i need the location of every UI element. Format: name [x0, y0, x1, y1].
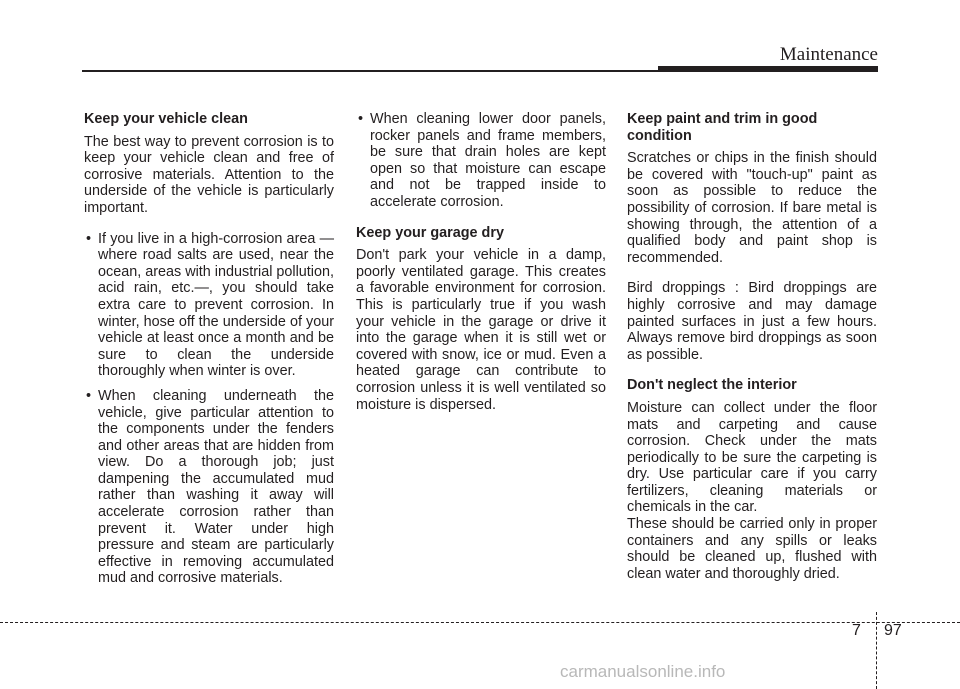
paragraph-interior: Moisture can collect under the floor mats and carpeting and cause corrosion. Check under the mats periodically to be sure the carpeting is dry. Use particular care if you carry fertilizers, cleaning materials or chemicals in the car.: [627, 399, 877, 516]
bullet-item: • When cleaning underneath the vehicle, give particular attention to the components under the fenders and other areas that are hidden from view. Do a thorough job; just dampening the accumulated mud rather than washing it away will accelerate corrosion rather than prevent it. Water under high pressure and steam are particularly effective in removing accumulated mud and corrosive materials.: [84, 388, 334, 587]
section-title: Maintenance: [779, 44, 878, 65]
column-3: [627, 111, 877, 596]
bullet-list-1: [84, 231, 334, 587]
watermark-link[interactable]: carmanualsonline.info: [560, 662, 726, 681]
paragraph-garage: Don't park your vehicle in a damp, poorly ventilated garage. This creates a favorable environment for corrosion. This is particularly true if you wash your vehicle in the garage or drive it into the garage when it is still wet or covered with snow, ice or mud. Even a heated garage can contribute to corrosion unless it is well ventilated so moisture is dispersed.: [356, 247, 606, 413]
bullet-list-2: [356, 111, 606, 211]
paragraph-intro: The best way to prevent corrosion is to keep your vehicle clean and free of corrosive materials. Attention to the underside of the vehicle is particularly important.: [84, 133, 334, 216]
paragraph-paint: Scratches or chips in the finish should be covered with "touch-up" paint as soon as possible to reduce the possibility of corrosion. If bare metal is showing through, the attention of a qualified body and paint shop is recommended.: [627, 150, 877, 266]
footer-divider: [876, 612, 877, 689]
paragraph-bird-droppings: Bird droppings : Bird droppings are highly corrosive and may damage painted surfaces in just a few hours. Always remove bird droppings as soon as possible.: [627, 280, 877, 363]
header-rule-accent: [658, 66, 878, 72]
heading-keep-vehicle-clean: Keep your vehicle clean: [84, 111, 248, 127]
heading-garage-dry: Keep your garage dry: [356, 224, 504, 241]
bullet-item: • If you live in a high-corrosion area — where road salts are used, near the ocean, areas with industrial pollution, acid rain, etc.—, you should take extra care to prevent corrosion. In winter, hose off the underside of your vehicle at least once a month and be sure to clean the underside thoroughly when winter is over.: [84, 231, 334, 380]
column-2: [356, 111, 606, 427]
chapter-number: 7: [852, 622, 861, 639]
column-1: [84, 111, 334, 601]
header-rule: [82, 70, 662, 72]
heading-interior: Don't neglect the interior: [627, 377, 797, 394]
bullet-item: • When cleaning lower door panels, rocker panels and frame members, be sure that drain holes are kept open so that moisture can escape and not be trapped inside to accelerate corrosion.: [356, 111, 606, 211]
footer-rule: [0, 622, 960, 623]
heading-paint-trim: Keep paint and trim in good condition: [627, 111, 818, 144]
page-number: 97: [884, 622, 902, 639]
paragraph-containers: These should be carried only in proper containers and any spills or leaks should be cleaned up, flushed with clean water and thoroughly dried.: [627, 516, 877, 582]
